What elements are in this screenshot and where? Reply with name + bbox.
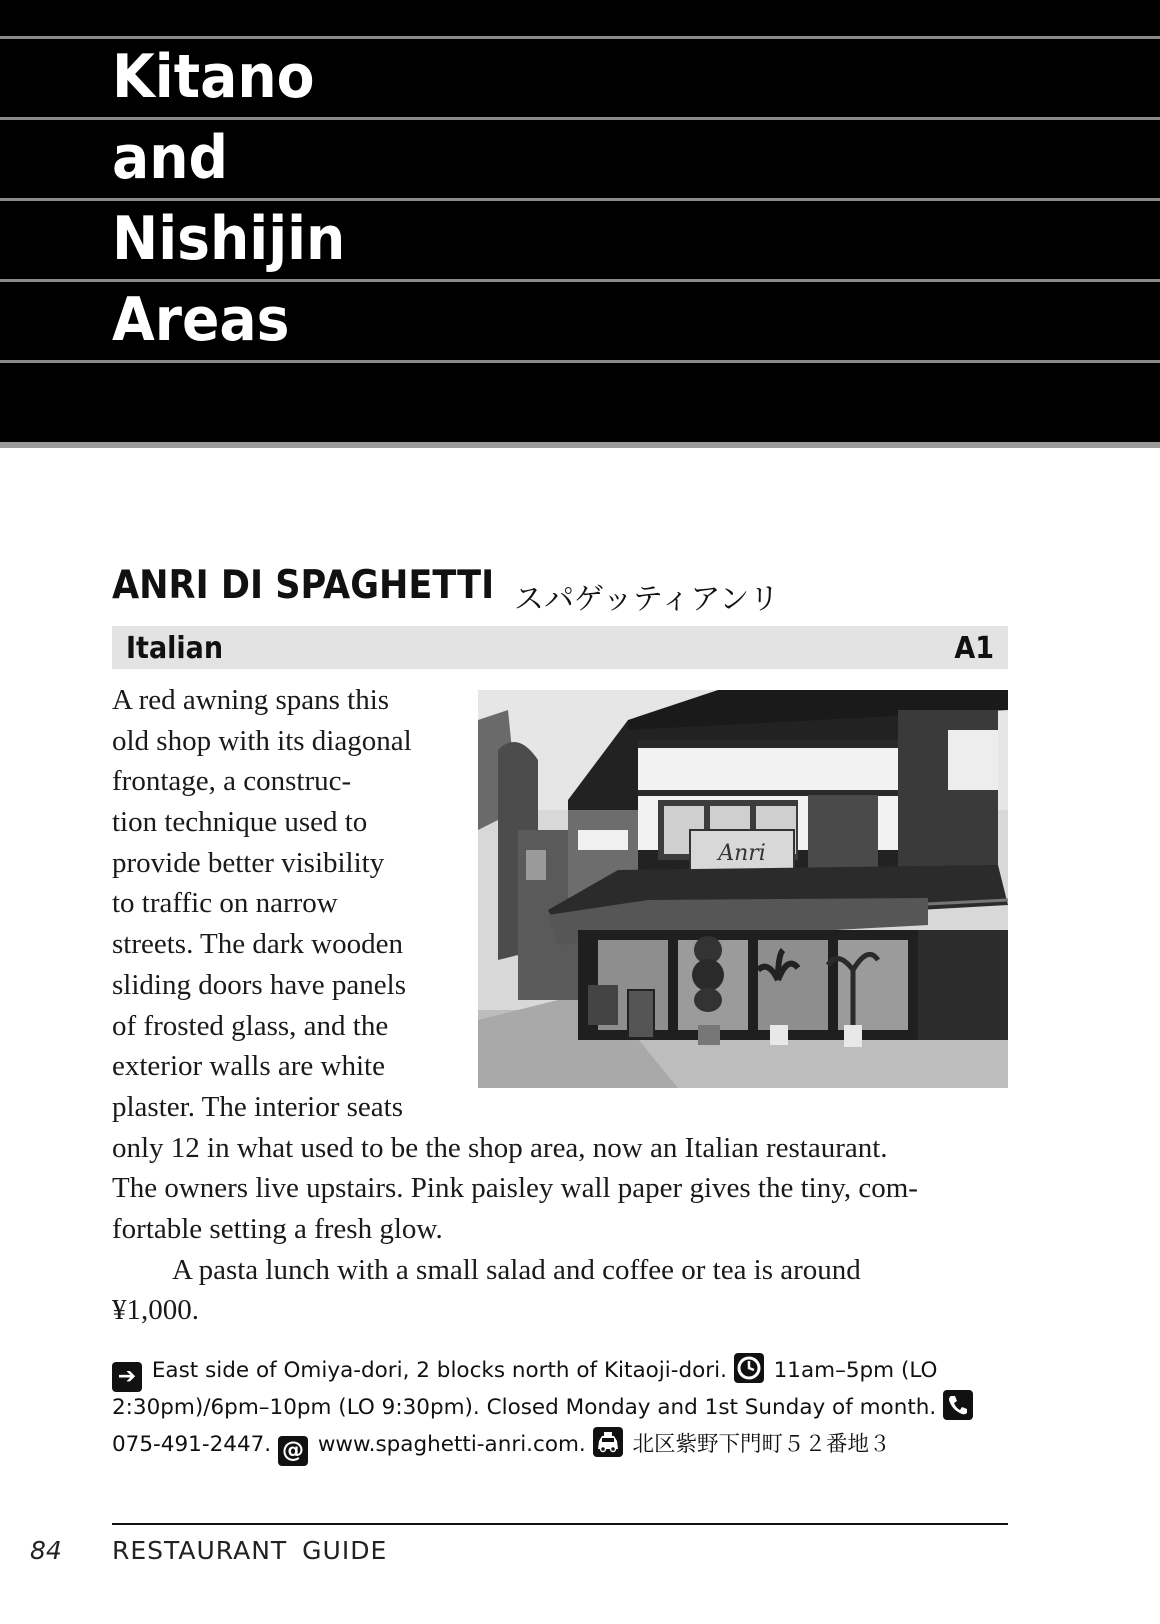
shop-sign-text: Anri — [718, 841, 766, 866]
chapter-header — [0, 0, 1160, 448]
description-line: of frosted glass, and the — [112, 1009, 389, 1042]
header-bottom-rule — [0, 442, 1160, 448]
section-title: RESTAURANT GUIDE — [112, 1536, 388, 1565]
website-link[interactable]: www.spaghetti-anri.com. — [317, 1432, 586, 1457]
page-number: 84 — [30, 1536, 62, 1565]
directions-text: East side of Omiya-dori, 2 blocks north of Kitaoji-dori. — [151, 1358, 727, 1383]
description-line: frontage, a construc- — [112, 765, 352, 798]
restaurant-name: ANRI DI SPAGHETTI — [112, 563, 495, 608]
header-rule — [0, 36, 1160, 39]
address-japanese: 北区紫野下門町５２番地３ — [632, 1432, 891, 1457]
at-icon: @ — [278, 1436, 308, 1466]
description-line: plaster. The interior seats — [112, 1090, 403, 1123]
header-rule — [0, 279, 1160, 282]
header-rule — [0, 360, 1160, 363]
description-line: The owners live upstairs. Pink paisley wall paper gives the tiny, com- — [112, 1172, 918, 1205]
chapter-title-line-2: and — [112, 123, 229, 193]
cuisine-category: Italian — [126, 631, 224, 666]
description-line: sliding doors have panels — [112, 968, 406, 1001]
description-line: A pasta lunch with a small salad and coffee or tea is around — [172, 1253, 861, 1286]
hours-text: 11am–5pm (LO — [773, 1358, 938, 1383]
chapter-title-line-1: Kitano — [112, 42, 315, 112]
hours-text-continued: 2:30pm)/6pm–10pm (LO 9:30pm). Closed Monday and 1st Sunday of month. — [112, 1395, 937, 1420]
arrow-right-icon: ➔ — [112, 1362, 142, 1392]
chapter-title-line-3: Nishijin — [112, 204, 346, 274]
description-line: to traffic on narrow — [112, 887, 338, 920]
description-line: old shop with its diagonal — [112, 724, 412, 757]
category-bar — [112, 626, 1008, 669]
description-line: exterior walls are white — [112, 1050, 385, 1083]
description-line: tion technique used to — [112, 806, 368, 839]
restaurant-name-japanese: スパゲッティアンリ — [514, 582, 780, 617]
taxi-icon — [593, 1427, 623, 1457]
description-line: only 12 in what used to be the shop area, now an Italian restaurant. — [112, 1131, 888, 1164]
description-line: A red awning spans this — [112, 684, 390, 716]
clock-icon — [734, 1353, 764, 1383]
phone-icon — [943, 1390, 973, 1420]
description-line: provide better visibility — [112, 846, 385, 879]
phone-number: 075-491-2447. — [112, 1432, 272, 1457]
storefront-photo — [478, 690, 1008, 1088]
description-line: fortable setting a fresh glow. — [112, 1212, 443, 1245]
footer-rule — [112, 1523, 1008, 1525]
chapter-title-line-4: Areas — [112, 285, 290, 355]
header-rule — [0, 117, 1160, 120]
header-rule — [0, 198, 1160, 201]
description-line: ¥1,000. — [112, 1294, 199, 1327]
map-grid-reference: A1 — [954, 631, 994, 666]
description-line: streets. The dark wooden — [112, 928, 403, 961]
restaurant-info — [112, 1352, 1012, 1463]
